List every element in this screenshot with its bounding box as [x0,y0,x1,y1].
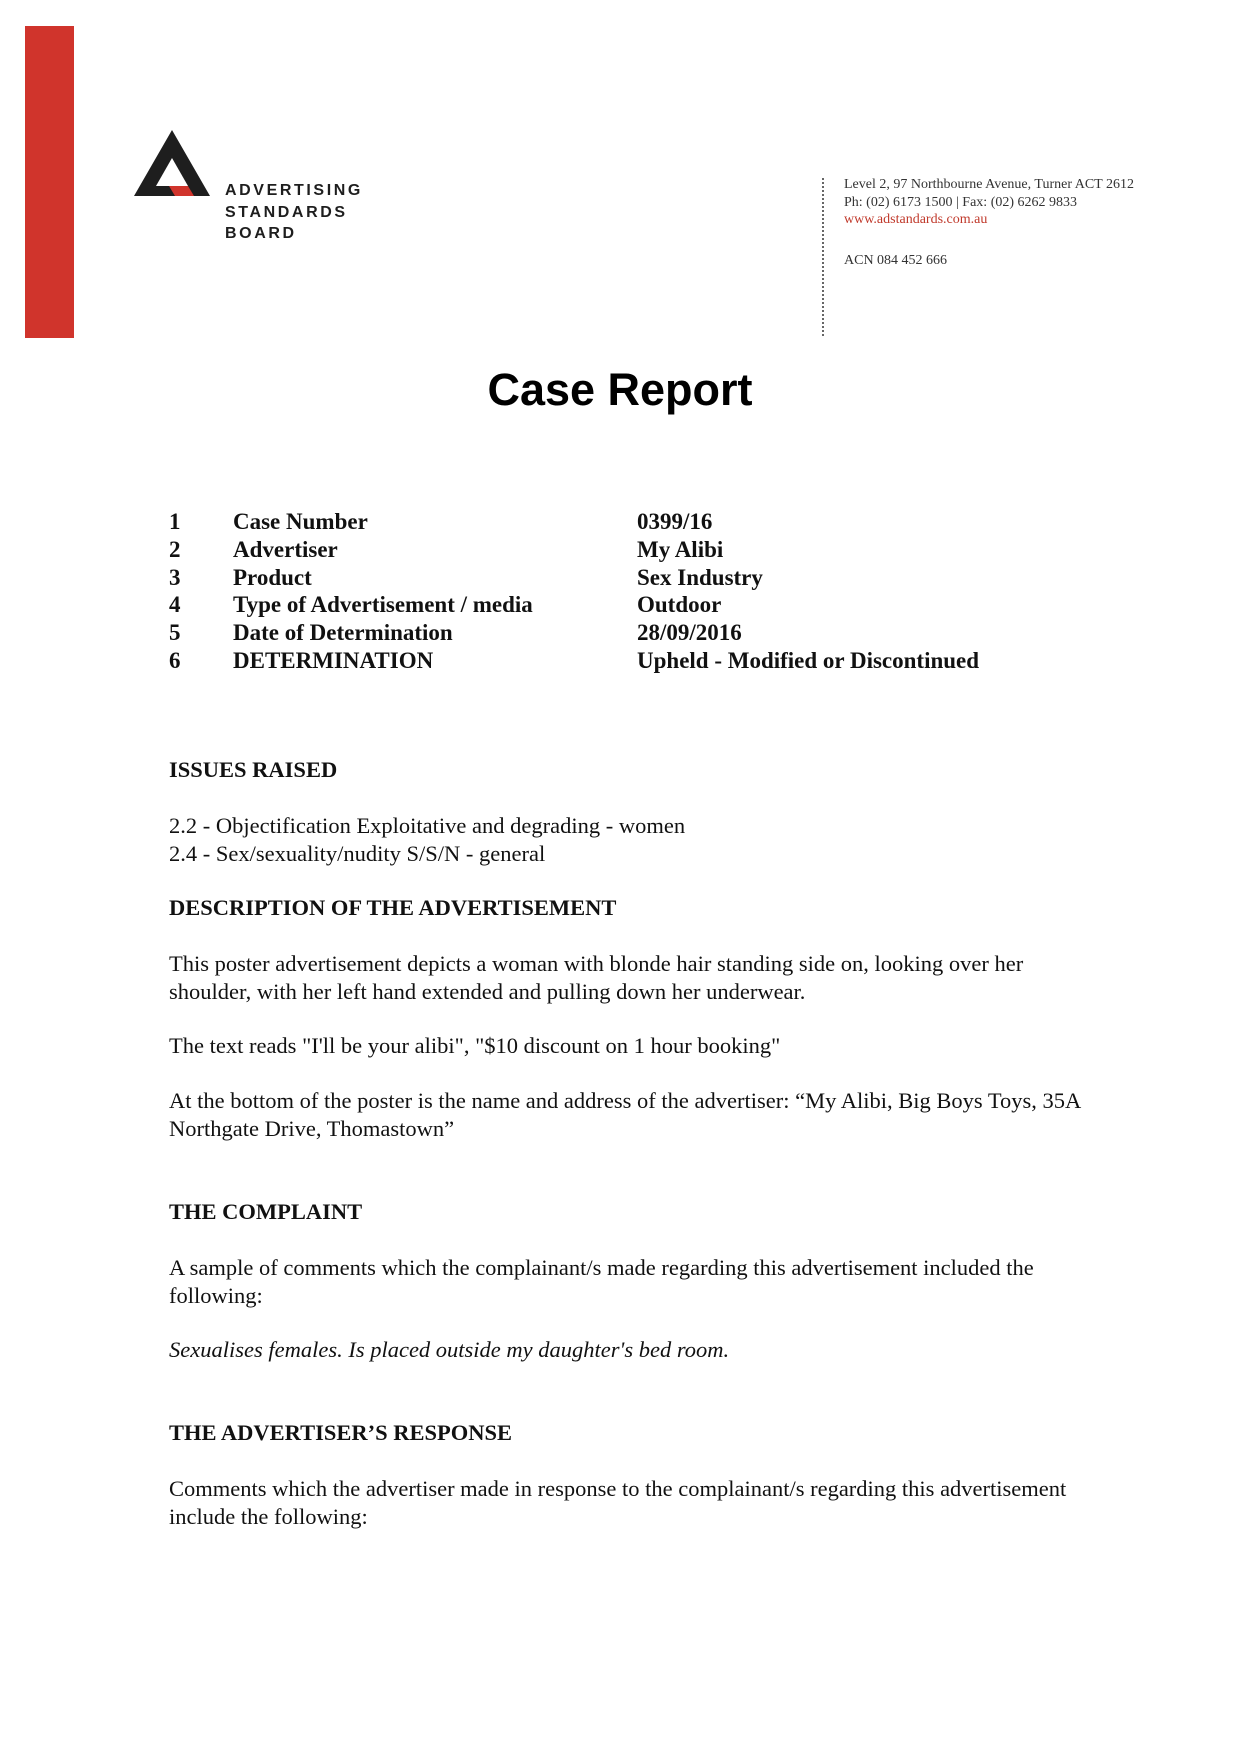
row-number: 6 [169,647,181,673]
logo-line-1: ADVERTISING [225,182,363,199]
description-text: This poster advertisement depicts a woman with blonde hair standing side on, looking over her shoulder, with her left hand extended and pulling down her underwear. [169,951,1024,1004]
acn-line: ACN 084 452 666 [844,252,948,268]
website-link[interactable]: www.adstandards.com.au [844,212,988,227]
issues-list [169,812,1089,867]
row-label: Type of Advertisement / media [233,592,533,618]
page-title: Case Report [487,364,753,415]
response-heading: THE ADVERTISER’S RESPONSE [169,1420,513,1445]
row-value: Upheld - Modified or Discontinued [637,647,980,673]
logo-wordmark [225,180,363,245]
response-intro [169,1475,1089,1530]
address-line: Level 2, 97 Northbourne Avenue, Turner ACT 2612 [844,177,1134,192]
complaint-quote [169,1336,1089,1364]
row-number: 5 [169,620,181,646]
response-intro-text: Comments which the advertiser made in response to the complainant/s regarding this advertisement include the following: [169,1476,1067,1529]
row-label: DETERMINATION [233,647,434,673]
description-paragraph [169,1032,1089,1060]
row-label: Date of Determination [233,620,453,646]
description-text: The text reads "I'll be your alibi", "$10 discount on 1 hour booking" [169,1033,781,1058]
case-info-row [169,591,1069,619]
case-info-row [169,619,1069,647]
phone-fax-line: Ph: (02) 6173 1500 | Fax: (02) 6262 9833 [844,194,1078,210]
issues-heading: ISSUES RAISED [169,757,338,782]
description-text: At the bottom of the poster is the name and address of the advertiser: “My Alibi, Big Boys Toys, 35A Northgate Drive, Thomastown” [169,1088,1081,1141]
complaint-intro-text: A sample of comments which the complainant/s made regarding this advertisement included the following: [169,1255,1034,1308]
row-value: Outdoor [637,592,722,618]
row-label: Case Number [233,509,368,534]
logo-line-3: BOARD [225,225,297,242]
row-number: 1 [169,509,181,534]
logo-line-2: STANDARDS [225,203,348,221]
description-paragraph [169,950,1089,1005]
case-info-table [169,508,1069,675]
contact-block [844,176,1134,269]
asb-logo-icon [134,130,210,196]
row-label: Advertiser [233,536,338,562]
description-paragraph [169,1087,1089,1142]
case-info-row [169,647,1069,675]
row-value: 28/09/2016 [637,620,742,646]
issue-item: 2.2 - Objectification Exploitative and degrading - women [169,813,686,838]
row-number: 3 [169,564,181,590]
complaint-quote-text: Sexualises females. Is placed outside my daughter's bed room. [169,1337,730,1362]
red-side-bar [25,26,74,338]
row-value: My Alibi [637,536,724,562]
issue-item: 2.4 - Sex/sexuality/nudity S/S/N - general [169,840,546,866]
row-number: 2 [169,536,181,562]
case-info-row [169,508,1069,536]
case-info-row [169,536,1069,564]
complaint-intro [169,1254,1089,1309]
complaint-heading: THE COMPLAINT [169,1199,363,1224]
row-label: Product [233,564,312,590]
description-heading: DESCRIPTION OF THE ADVERTISEMENT [169,895,617,920]
case-info-row [169,564,1069,592]
row-number: 4 [169,592,181,618]
row-value: Sex Industry [637,564,763,590]
row-value: 0399/16 [637,509,713,534]
header-divider [822,178,824,336]
